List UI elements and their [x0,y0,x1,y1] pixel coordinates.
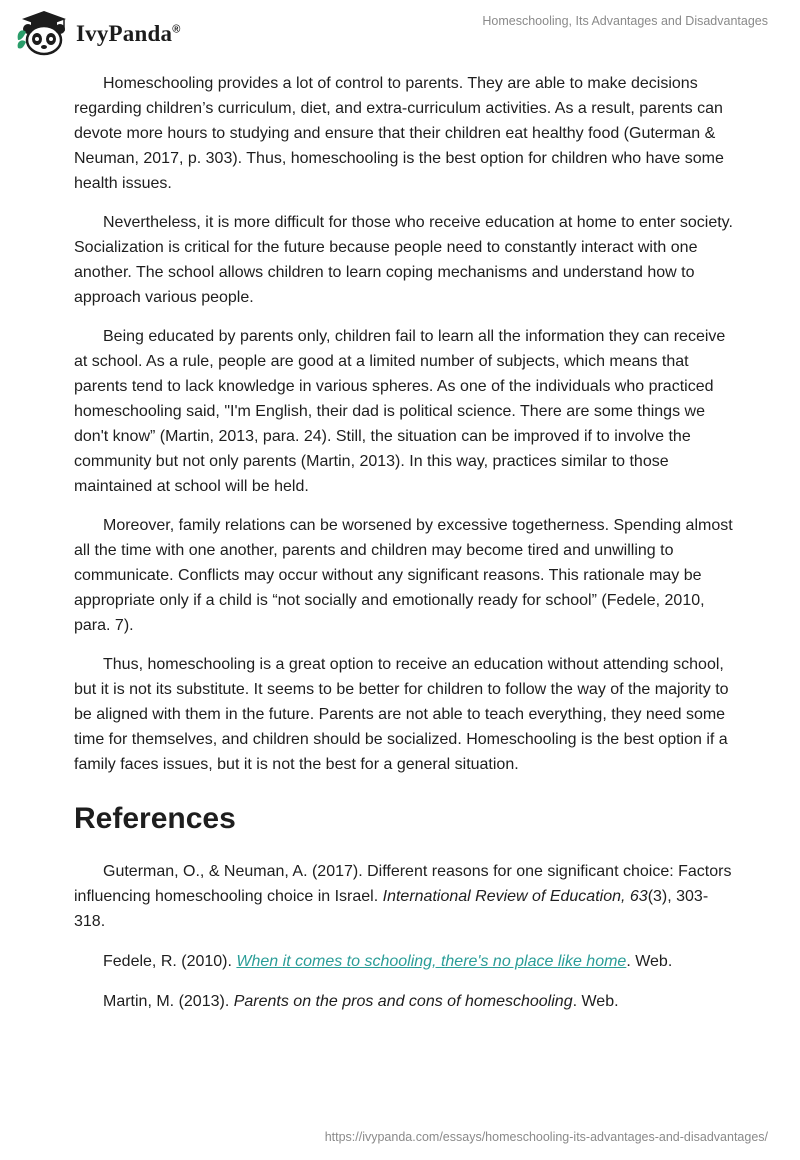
source-url: https://ivypanda.com/essays/homeschooling-its-advantages-and-disadvantages/ [324,1130,768,1144]
paragraph: Moreover, family relations can be worsened by excessive togetherness. Spending almost all the time with one another, parents and children may become tired and unwilling to communicate. Conflicts may occur without any significant reasons. This rationale may be appropriate only if a child is “not socially and emotionally ready for school” (Fedele, 2010, para. 7). [74,517,733,634]
logo-wordmark: IvyPanda® [76,21,181,46]
paragraph: Being educated by parents only, children fail to learn all the information they can receive at school. As a rule, people are good at a limited number of subjects, which means that parents tend to lack knowledge in various spheres. As one of the individuals who practiced homeschooling said, "I'm English, their dad is political science. There are some things we don't know” (Martin, 2013, para. 24). Still, the situation can be improved if to involve the community but not only parents (Martin, 2013). In this way, practices similar to those maintained at school will be held. [74,328,726,495]
panda-logo-icon [14,10,70,56]
site-logo[interactable] [14,10,181,56]
document-title: Homeschooling, Its Advantages and Disadvantages [482,14,768,28]
reference-item: Guterman, O., & Neuman, A. (2017). Different reasons for one significant choice: Factors influencing homeschooling choice in Israel. International Review of Education, 63(3), 303-318. [74,863,732,930]
references-heading: References [74,802,236,835]
paragraph: Homeschooling provides a lot of control to parents. They are able to make decisions regarding children’s curriculum, diet, and extra-curriculum activities. As a result, parents can devote more hours to studying and ensure that their children eat healthy food (Guterman & Neuman, 2017, p. 303). Thus, homeschooling is the best option for children who have some health issues. [74,75,724,192]
reference-item: Martin, M. (2013). Parents on the pros and cons of homeschooling. Web. [103,993,619,1010]
essay-body [74,71,734,1029]
reference-item: Fedele, R. (2010). When it comes to schooling, there's no place like home. Web. [103,953,673,970]
reference-link[interactable]: When it comes to schooling, there's no place like home [236,953,627,970]
paragraph: Nevertheless, it is more difficult for those who receive education at home to enter society. Socialization is critical for the future because people need to constantly interact with one another. The school allows children to learn coping mechanisms and understand how to approach various people. [74,214,733,306]
paragraph: Thus, homeschooling is a great option to receive an education without attending school, but it is not its substitute. It seems to be better for children to follow the way of the majority to be aligned with them in the future. Parents are not able to teach everything, they need some time for themselves, and children should be socialized. Homeschooling is the best option if a family faces issues, but it is not the best for a general situation. [74,656,729,773]
page-header [0,0,800,70]
